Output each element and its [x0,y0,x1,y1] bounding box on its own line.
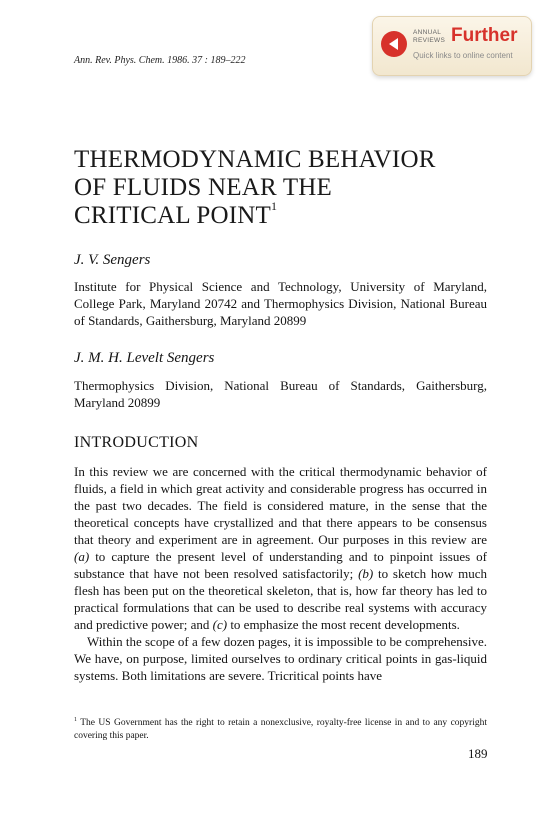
annual-reviews-further-badge[interactable] [372,16,532,76]
para1-part-3: to sketch how much flesh has been put on the theoretical skeleton, that is, how far theory has led to practical formulations that can be used to describe real systems with accuracy and predictive power; and [74,566,487,632]
para1-item-a: (a) [74,549,90,564]
footnote [74,714,487,743]
footnote-mark: 1 [74,717,77,723]
para1-item-c: (c) [212,617,228,632]
annual-reviews-logo [413,29,445,45]
body-text [74,463,487,684]
affiliation-2: Thermophysics Division, National Bureau of Standards, Gaithersburg, Maryland 20899 [74,378,487,410]
logo-reviews-text: REVIEWS [413,37,446,44]
further-label: Further [451,25,518,46]
author-1: J. V. Sengers [74,252,151,268]
affiliation-1: Institute for Physical Science and Technology, University of Maryland, College Park, Maryland 20742 and Thermophysics Division, National Bureau of Standards, Gaithersburg, Maryland 20899 [74,279,487,328]
title-line-2: OF FLUIDS NEAR THE [74,174,333,201]
article-title [74,146,504,230]
play-back-icon [381,31,407,57]
title-line-1: THERMODYNAMIC BEHAVIOR [74,146,436,173]
paragraph-2: Within the scope of a few dozen pages, it is impossible to be comprehensive. We have, on purpose, limited ourselves to ordinary critical points in gas-liquid systems. Both limitations are severe. Tricritical points have [74,634,487,683]
paragraph-1 [74,463,487,633]
title-footnote-mark[interactable]: 1 [271,199,278,213]
further-tagline: Quick links to online content [413,51,513,60]
section-heading: INTRODUCTION [74,434,199,451]
title-line-3 [74,199,504,230]
title-line-3-text: CRITICAL POINT [74,202,272,229]
logo-annual-text: ANNUAL [413,29,442,36]
page-number: 189 [468,746,488,761]
para1-part-1: In this review we are concerned with the critical thermodynamic behavior of fluids, a field in which great activity and considerable progress has occurred in the past two decades. The field is considered mature, in the sense that the theoretical concepts have crystallized and that there appears to be consensus that theory and experiment are in agreement. Our purposes in this review are [74,464,487,547]
para1-part-4: to emphasize the most recent developments. [227,617,460,632]
para1-item-b: (b) [358,566,374,581]
journal-reference: Ann. Rev. Phys. Chem. 1986. 37 : 189–222 [74,55,246,66]
footnote-text: The US Government has the right to retain a nonexclusive, royalty-free license in and to any copyright covering this paper. [74,718,487,742]
para1-part-2: to capture the present level of understanding and to pinpoint issues of substance that have not been resolved satisfactorily; [74,549,487,581]
author-2: J. M. H. Levelt Sengers [74,350,215,366]
